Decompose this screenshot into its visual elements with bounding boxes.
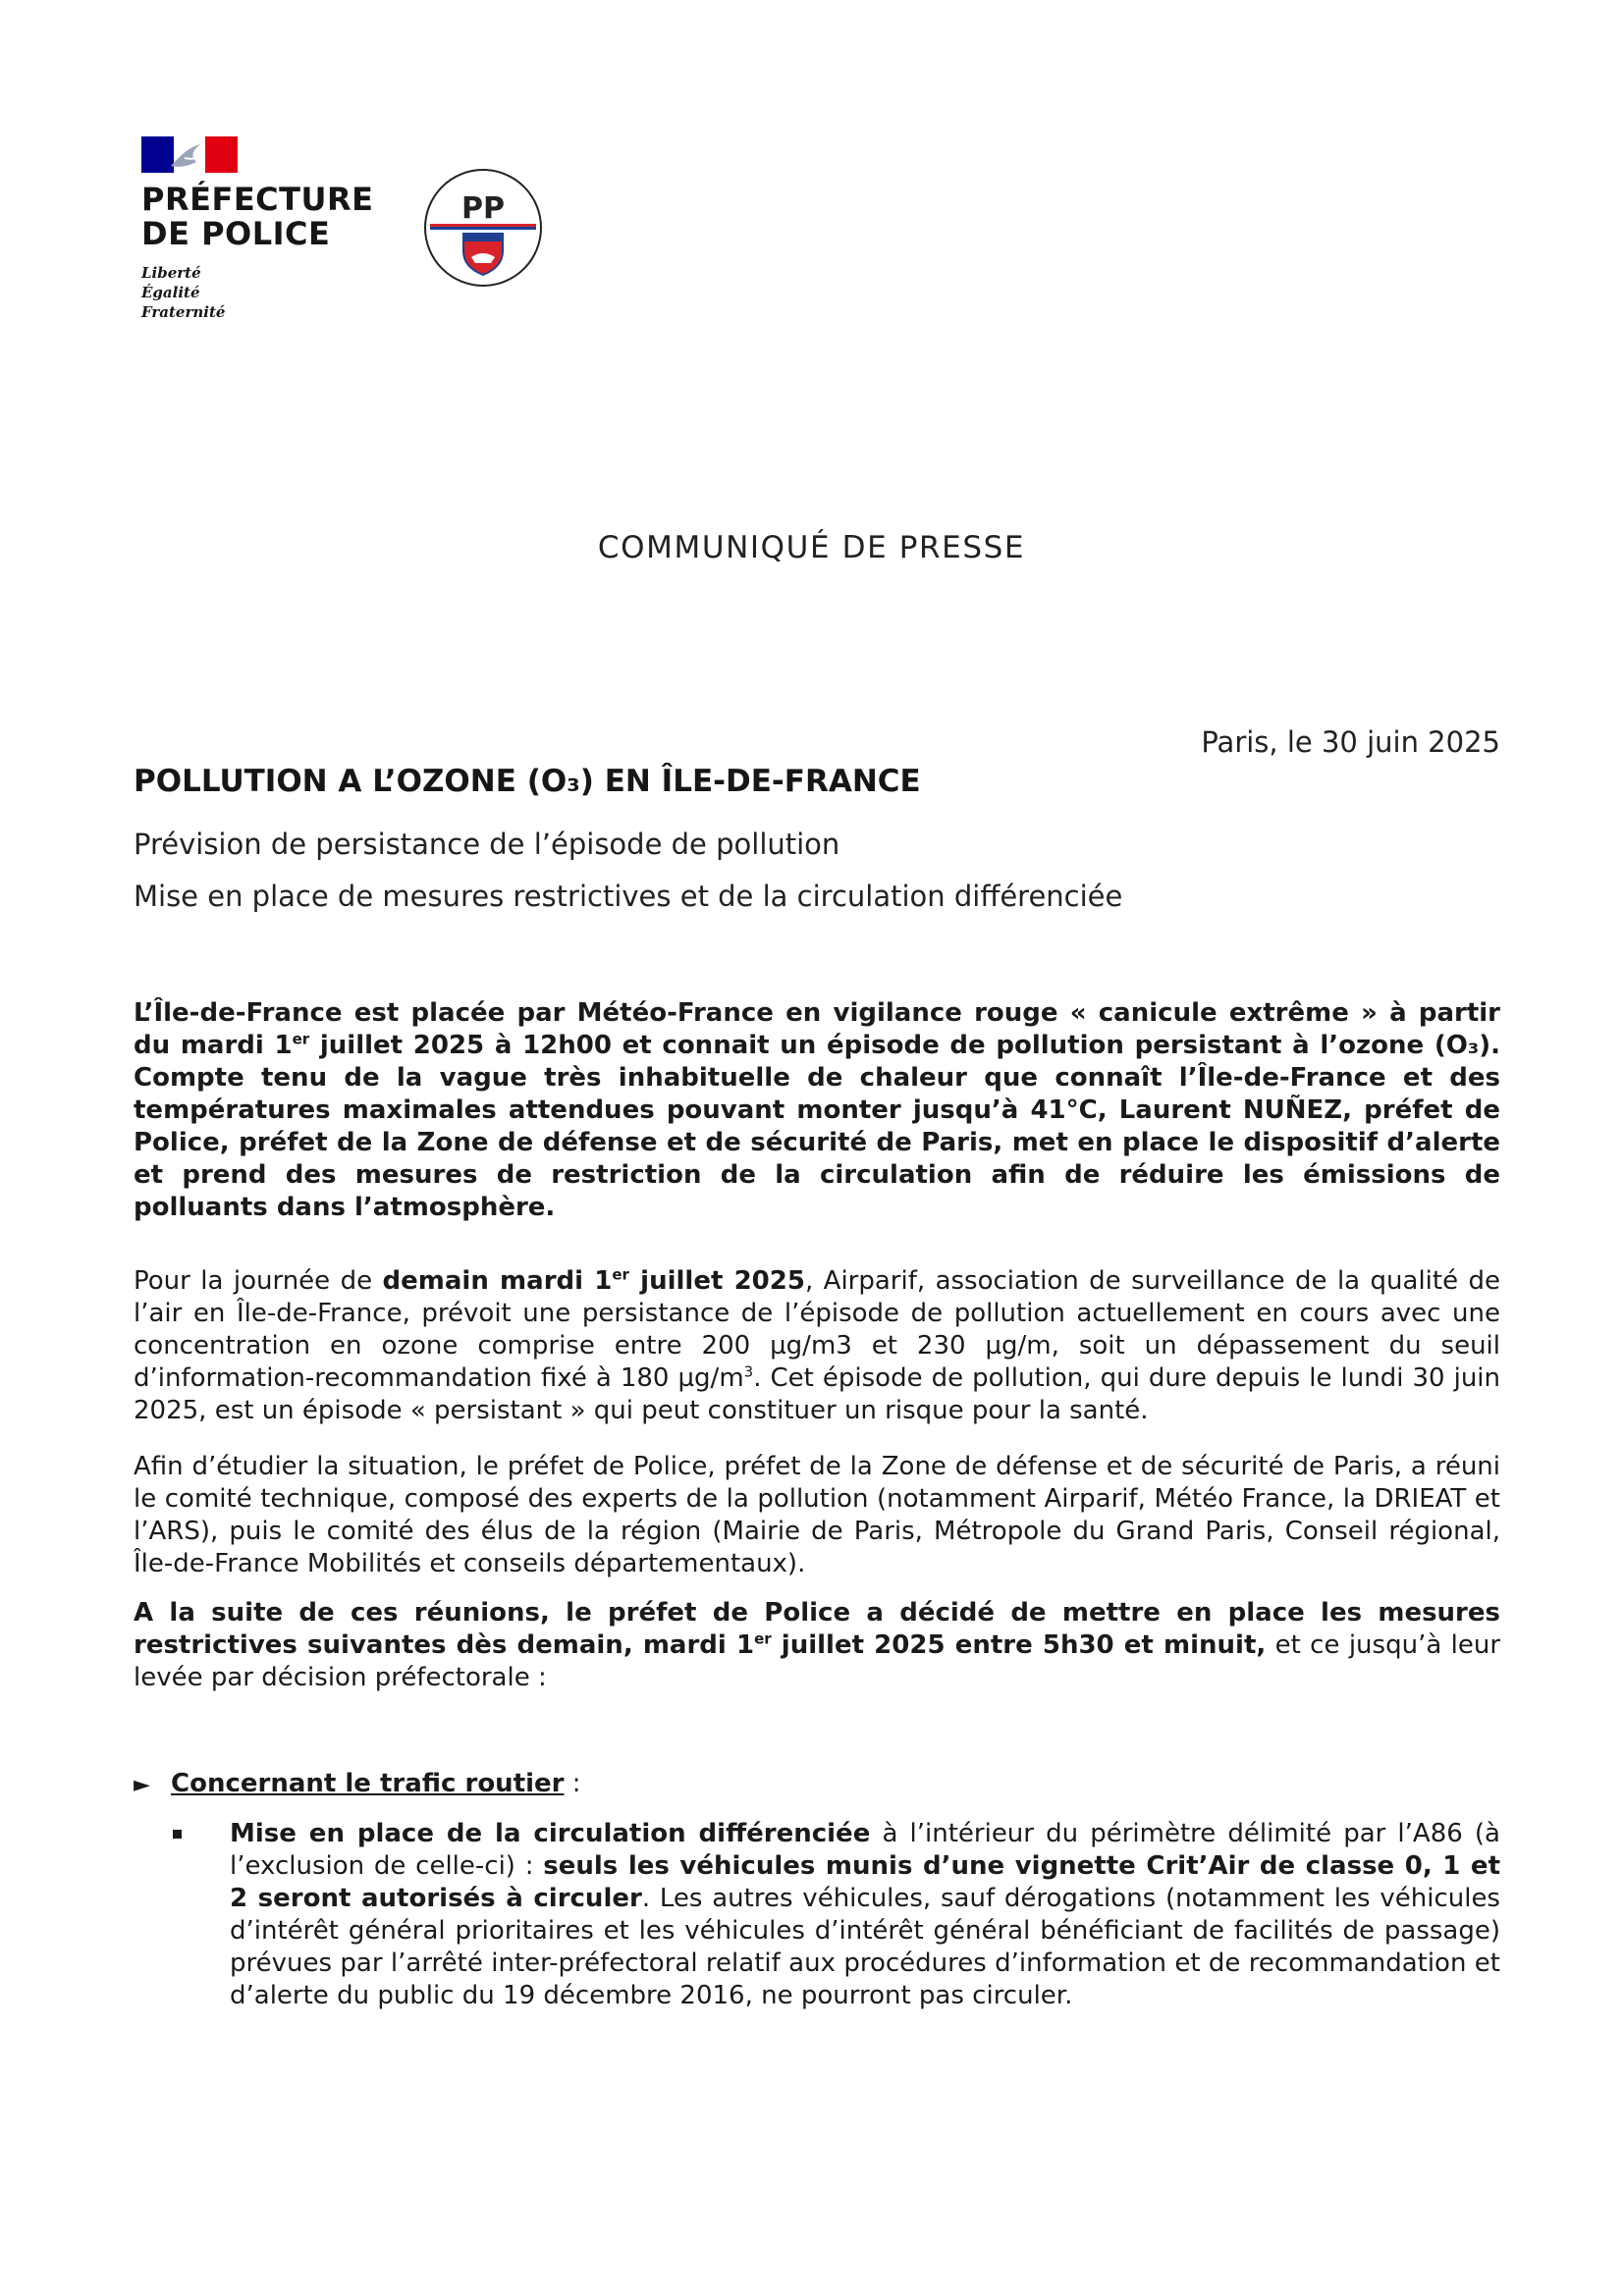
arrow-right-icon: ►: [134, 1773, 150, 1797]
seal-letters: PP: [461, 191, 505, 226]
subtitle: Mise en place de mesures restrictives et de la circulation différenciée: [134, 880, 1123, 913]
emphasis-text: demain mardi 1: [382, 1266, 613, 1296]
ordinal-suffix: er: [754, 1629, 772, 1648]
lead-text: L’Île-de-France est placée par Météo-France en vigilance rouge « canicule extrême » à partir du mardi 1: [134, 998, 1500, 1060]
emphasis-text: A la suite de ces réunions, le préfet de Police a décidé de mettre en place les mesures restrictives suivantes dès demain, mardi 1: [134, 1598, 1500, 1660]
subtitle: Prévision de persistance de l’épisode de pollution: [134, 828, 840, 861]
marianne-flag-icon: [141, 136, 238, 173]
body-paragraph: [134, 1597, 1500, 1694]
section-heading-colon: :: [564, 1769, 581, 1798]
emphasis-text: juillet 2025 entre 5h30 et minuit,: [771, 1630, 1267, 1660]
motto-line: Fraternité: [141, 303, 226, 321]
body-text: . Cet épisode de pollution, qui dure depuis le lundi 30 juin 2025, est un épisode « persistant » qui peut constituer un risque pour la santé.: [134, 1363, 1501, 1425]
org-name-line1: PRÉFECTURE: [141, 181, 374, 218]
body-text: à l’intérieur du périmètre délimité par l’A86 (à l’exclusion de celle-ci) :: [230, 1819, 1500, 1881]
prefecture-logo: [141, 136, 374, 322]
ordinal-suffix: er: [292, 1030, 310, 1048]
motto-line: Liberté: [141, 264, 201, 282]
body-paragraph: [134, 1265, 1500, 1427]
emphasis-text: seuls les véhicules munis d’une vignette Crit’Air de classe 0, 1 et 2 seront autorisés à circuler: [230, 1851, 1500, 1913]
page-title: POLLUTION A L’OZONE (O₃) EN ÎLE-DE-FRANCE: [134, 764, 921, 799]
section-heading-text: Concernant le trafic routier: [171, 1769, 565, 1798]
document-type: COMMUNIQUÉ DE PRESSE: [597, 530, 1026, 565]
date-line: Paris, le 30 juin 2025: [1201, 725, 1500, 759]
superscript: 3: [743, 1362, 754, 1381]
emphasis-text: juillet 2025: [628, 1266, 805, 1296]
body-text: et ce jusqu’à leur levée par décision préfectorale :: [134, 1630, 1501, 1692]
list-item: [134, 1818, 1500, 2012]
section-heading: [134, 1768, 581, 1801]
list-item-text: [230, 1818, 1500, 2012]
org-name-line2: DE POLICE: [141, 215, 331, 252]
lead-text: juillet 2025 à 12h00 et connait un épisode de pollution persistant à l’ozone (O₃). Compte tenu de la vague très inhabituelle de chaleur que connaît l’Île-de-France et des températures maximales attendues pouvant monter jusqu’à 41°C, Laurent NUÑEZ, préfet de Police, préfet de la Zone de défense et de sécurité de Paris, met en place le dispositif d’alerte et prend des mesures de restriction de la circulation afin de réduire les émissions de polluants dans l’atmosphère.: [134, 1031, 1500, 1222]
lead-paragraph: [134, 997, 1500, 1224]
square-bullet-icon: [173, 1830, 182, 1839]
body-paragraph: Afin d’étudier la situation, le préfet de Police, préfet de la Zone de défense et de sécurité de Paris, a réuni le comité technique, composé des experts de la pollution (notamment Airparif, Météo France, la DRIEAT et l’ARS), puis le comité des élus de la région (Mairie de Paris, Métropole du Grand Paris, Conseil régional, Île-de-France Mobilités et conseils départementaux).: [134, 1452, 1500, 1578]
body-text: , Airparif, association de surveillance de la qualité de l’air en Île-de-France, prévoit une persistance de l’épisode de pollution actuellement en cours avec une concentration en ozone comprise entre 200 µg/m3 et 230 µg/m, soit un dépassement du seuil d’information-recommandation fixé à 180 µg/m: [134, 1266, 1501, 1393]
org-name: [141, 181, 374, 252]
police-seal-icon: [422, 167, 544, 289]
ordinal-suffix: er: [612, 1265, 629, 1284]
body-text: Pour la journée de: [134, 1266, 383, 1296]
emphasis-text: Mise en place de la circulation différenciée: [230, 1819, 871, 1848]
republic-motto: [141, 263, 367, 322]
body-text: . Les autres véhicules, sauf dérogations (notamment les véhicules d’intérêt général prioritaires et les véhicules d’intérêt général bénéficiant de facilités de passage) prévues par l’arrêté inter-préfectoral relatif aux procédures d’information et de recommandation et d’alerte du public du 19 décembre 2016, ne pourront pas circuler.: [230, 1884, 1500, 2010]
motto-line: Égalité: [141, 284, 200, 301]
